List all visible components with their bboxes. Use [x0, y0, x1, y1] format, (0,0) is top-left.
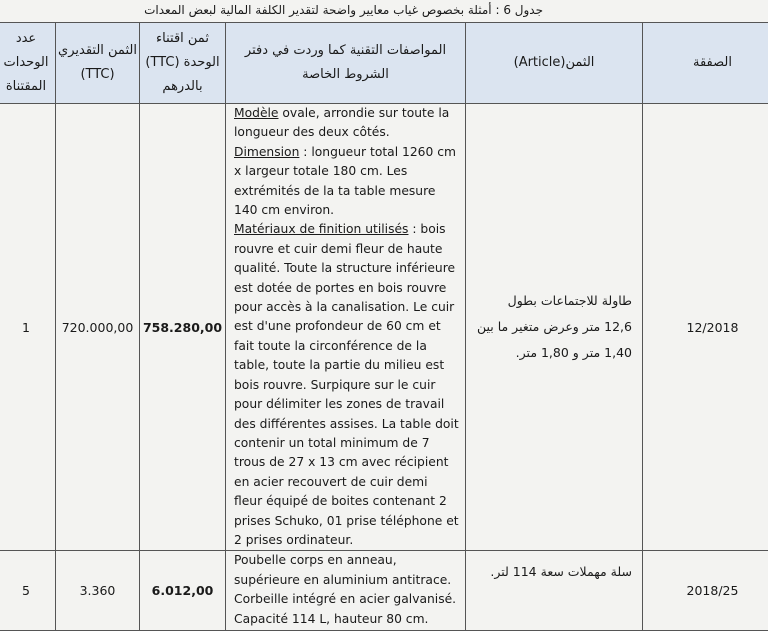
- header-unit-price: ثمن اقتناء الوحدة (TTC) بالدرهم: [140, 23, 226, 104]
- spec-text-model: ovale, arrondie sur toute la longueur des deux côtés.: [234, 106, 449, 139]
- header-units: عدد الوحدات المقتناة: [0, 23, 56, 104]
- spec-line: Corbeille intégré en acier galvanisé.: [234, 590, 459, 609]
- header-estimated-price: الثمن التقديري (TTC): [56, 23, 140, 104]
- spec-label-materials: Matériaux de finition utilisés: [234, 222, 408, 236]
- specs-cell: [226, 551, 466, 631]
- units-cell: 5: [0, 551, 56, 631]
- estimated-price-cell: 3.360: [56, 551, 140, 631]
- table-row: [0, 551, 768, 631]
- spec-label-dimension: Dimension: [234, 145, 299, 159]
- unit-price-cell: 6.012,00: [140, 551, 226, 631]
- cost-table: [0, 22, 768, 631]
- header-specs: المواصفات التقنية كما وردت في دفتر الشروط الخاصة: [226, 23, 466, 104]
- header-deal: الصفقة: [643, 23, 768, 104]
- spec-text-materials: : bois rouvre et cuir demi fleur de haute qualité. Toute la structure inférieure est dotée de portes en bois rouvre pour accès à la canalisation. Le cuir est d'une profondeur de 60 cm et fait toute la circonférence de la table, toute la partie du milieu est bois rouvre. Surpiqure sur le cuir pour délimiter les zones de travail des différentes assises. La table doit contenir un total minimum de 7 trous de 27 x 13 cm avec récipient en acier recouvert de cuir demi fleur équipé de boites contenant 2 prises Schuko, 01 prise téléphone et 2 prises ordinateur.: [234, 222, 459, 547]
- spec-line: Capacité 114 L, hauteur 80 cm.: [234, 610, 459, 629]
- table-caption: جدول 6 : أمثلة بخصوص غياب معايير واضحة لتقدير الكلفة المالية لبعض المعدات: [144, 3, 543, 17]
- article-cell: طاولة للاجتماعات بطول 12,6 متر وعرض متغير ما بين 1,40 متر و 1,80 متر.: [466, 104, 643, 551]
- deal-cell: 2018/25: [643, 551, 768, 631]
- header-article-price: الثمن(Article): [466, 23, 643, 104]
- deal-cell: 12/2018: [643, 104, 768, 551]
- specs-cell: [226, 104, 466, 551]
- spec-text-dimension: : longueur total 1260 cm x largeur totale 180 cm. Les extrémités de la ta table mesure 140 cm environ.: [234, 145, 456, 217]
- spec-label-model: Modèle: [234, 106, 279, 120]
- article-cell: سلة مهملات سعة 114 لتر.: [466, 551, 643, 631]
- estimated-price-cell: 720.000,00: [56, 104, 140, 551]
- header-row: [0, 23, 768, 104]
- table-row: [0, 104, 768, 551]
- units-cell: 1: [0, 104, 56, 551]
- unit-price-cell: 758.280,00: [140, 104, 226, 551]
- spec-line: Poubelle corps en anneau, supérieure en aluminium antitrace.: [234, 551, 459, 590]
